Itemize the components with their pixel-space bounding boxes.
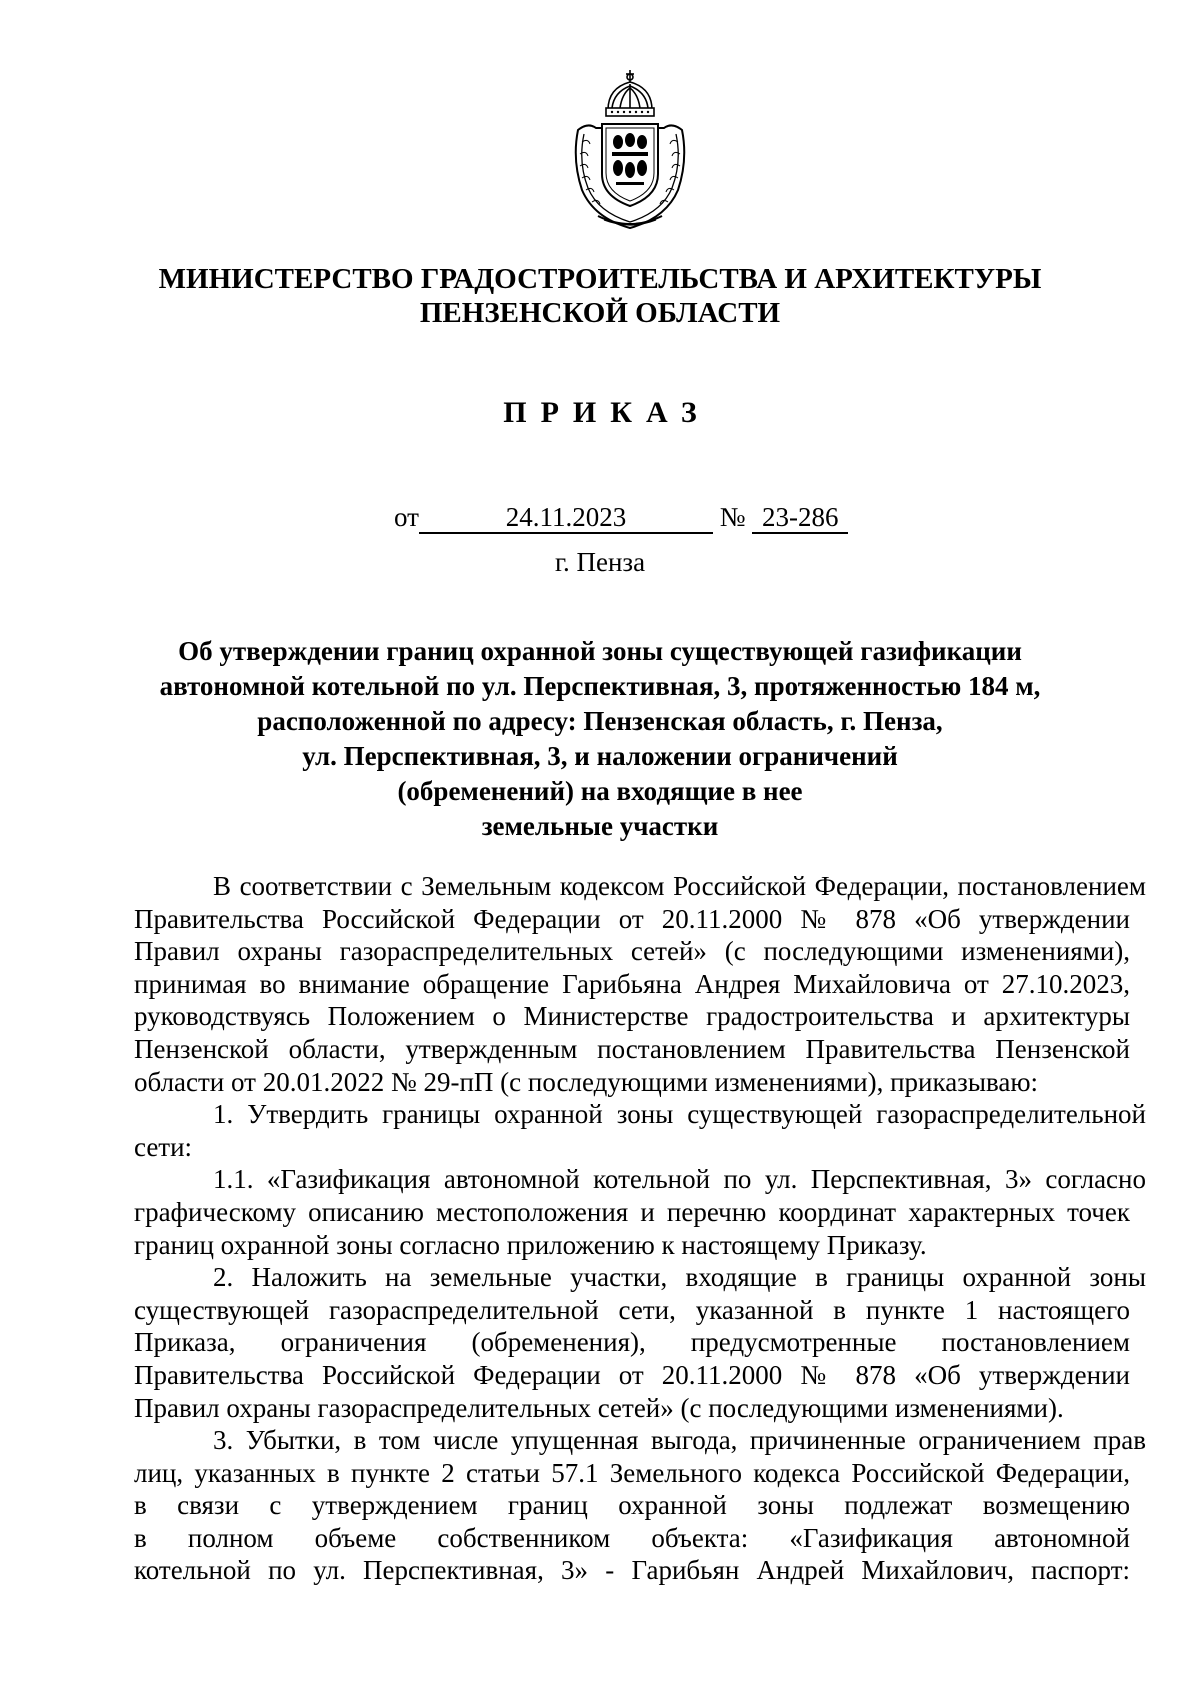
number-prefix: № [719,502,746,532]
text-line: принимая во внимание обращение Гарибьяна Андрея Михайловича от 27.10.2023, [134,968,1130,999]
text-line: в связи с утверждением границ охранной зоны подлежат возмещению [134,1490,1130,1521]
text-line: В соответствии с Земельным кодексом Российской Федерации, постановлением [213,871,1146,901]
subject-line: земельные участки [481,811,719,841]
text-line: 1. Утвердить границы охранной зоны существующей газораспределительной [213,1099,1146,1130]
text-line: 1.1. «Газификация автономной котельной по ул. Перспективная, 3» согласно [213,1164,1146,1195]
order-date: 24.11.2023 [419,502,713,534]
text-line: области от 20.01.2022 № 29-пП (с последующими изменениями), приказываю: [134,1066,1039,1097]
text-line: котельной по ул. Перспективная, 3» - Гарибьян Андрей Михайлович, паспорт: [134,1555,1130,1586]
text-line: Правил охраны газораспределительных сетей» (с последующими изменениями), [134,936,1130,967]
ministry-name [0,262,1200,330]
coat-of-arms-emblem [568,70,692,232]
text-line: Приказа, ограничения (обременения), предусмотренные постановлением [134,1327,1130,1358]
text-line: Пензенской области, утвержденным постановлением Правительства Пензенской [134,1033,1130,1064]
date-number-line [394,500,848,534]
date-prefix: от [394,502,419,532]
text-line: Правительства Российской Федерации от 20.11.2000 № 878 «Об утверждении [134,1359,1130,1390]
subject-line: ул. Перспективная, 3, и наложении ограничений [302,741,898,771]
item-1-paragraph [134,1098,1146,1163]
subject-line: (обременений) на входящие в нее [397,776,803,806]
text-line: лиц, указанных в пункте 2 статьи 57.1 Земельного кодекса Российской Федерации, [134,1457,1130,1488]
ministry-name-line1: МИНИСТЕРСТВО ГРАДОСТРОИТЕЛЬСТВА И АРХИТЕКТУРЫ [158,263,1042,295]
text-line: графическому описанию местоположения и перечню координат характерных точек [134,1196,1130,1227]
text-line: 2. Наложить на земельные участки, входящие в границы охранной зоны [213,1262,1146,1293]
subject-line: расположенной по адресу: Пензенская область, г. Пенза, [257,706,943,736]
item-3-paragraph [134,1424,1146,1587]
item-1-1-paragraph [134,1163,1146,1261]
text-line: в полном объеме собственником объекта: «Газификация автономной [134,1522,1130,1553]
subject-line: Об утверждении границ охранной зоны существующей газификации [178,636,1022,666]
order-number: 23-286 [752,502,848,534]
text-line: Правительства Российской Федерации от 20.11.2000 № 878 «Об утверждении [134,903,1130,934]
text-line: 3. Убытки, в том числе упущенная выгода, причиненные ограничением прав [213,1425,1146,1456]
item-2-paragraph [134,1261,1146,1424]
text-line: существующей газораспределительной сети, указанной в пункте 1 настоящего [134,1294,1130,1325]
order-body [134,870,1146,1587]
order-title: ПРИКАЗ [503,396,711,429]
text-line: руководствуясь Положением о Министерстве градостроительства и архитектуры [134,1001,1130,1032]
subject-line: автономной котельной по ул. Перспективная, 3, протяженностью 184 м, [159,671,1041,701]
city: г. Пенза [554,547,646,577]
preamble-paragraph [134,870,1146,1098]
text-line: границ охранной зоны согласно приложению к настоящему Приказу. [134,1229,927,1260]
order-subject [0,634,1200,844]
text-line: Правил охраны газораспределительных сетей» (с последующими изменениями). [134,1392,1064,1423]
ministry-name-line2: ПЕНЗЕНСКОЙ ОБЛАСТИ [419,297,781,329]
text-line: сети: [134,1131,193,1162]
